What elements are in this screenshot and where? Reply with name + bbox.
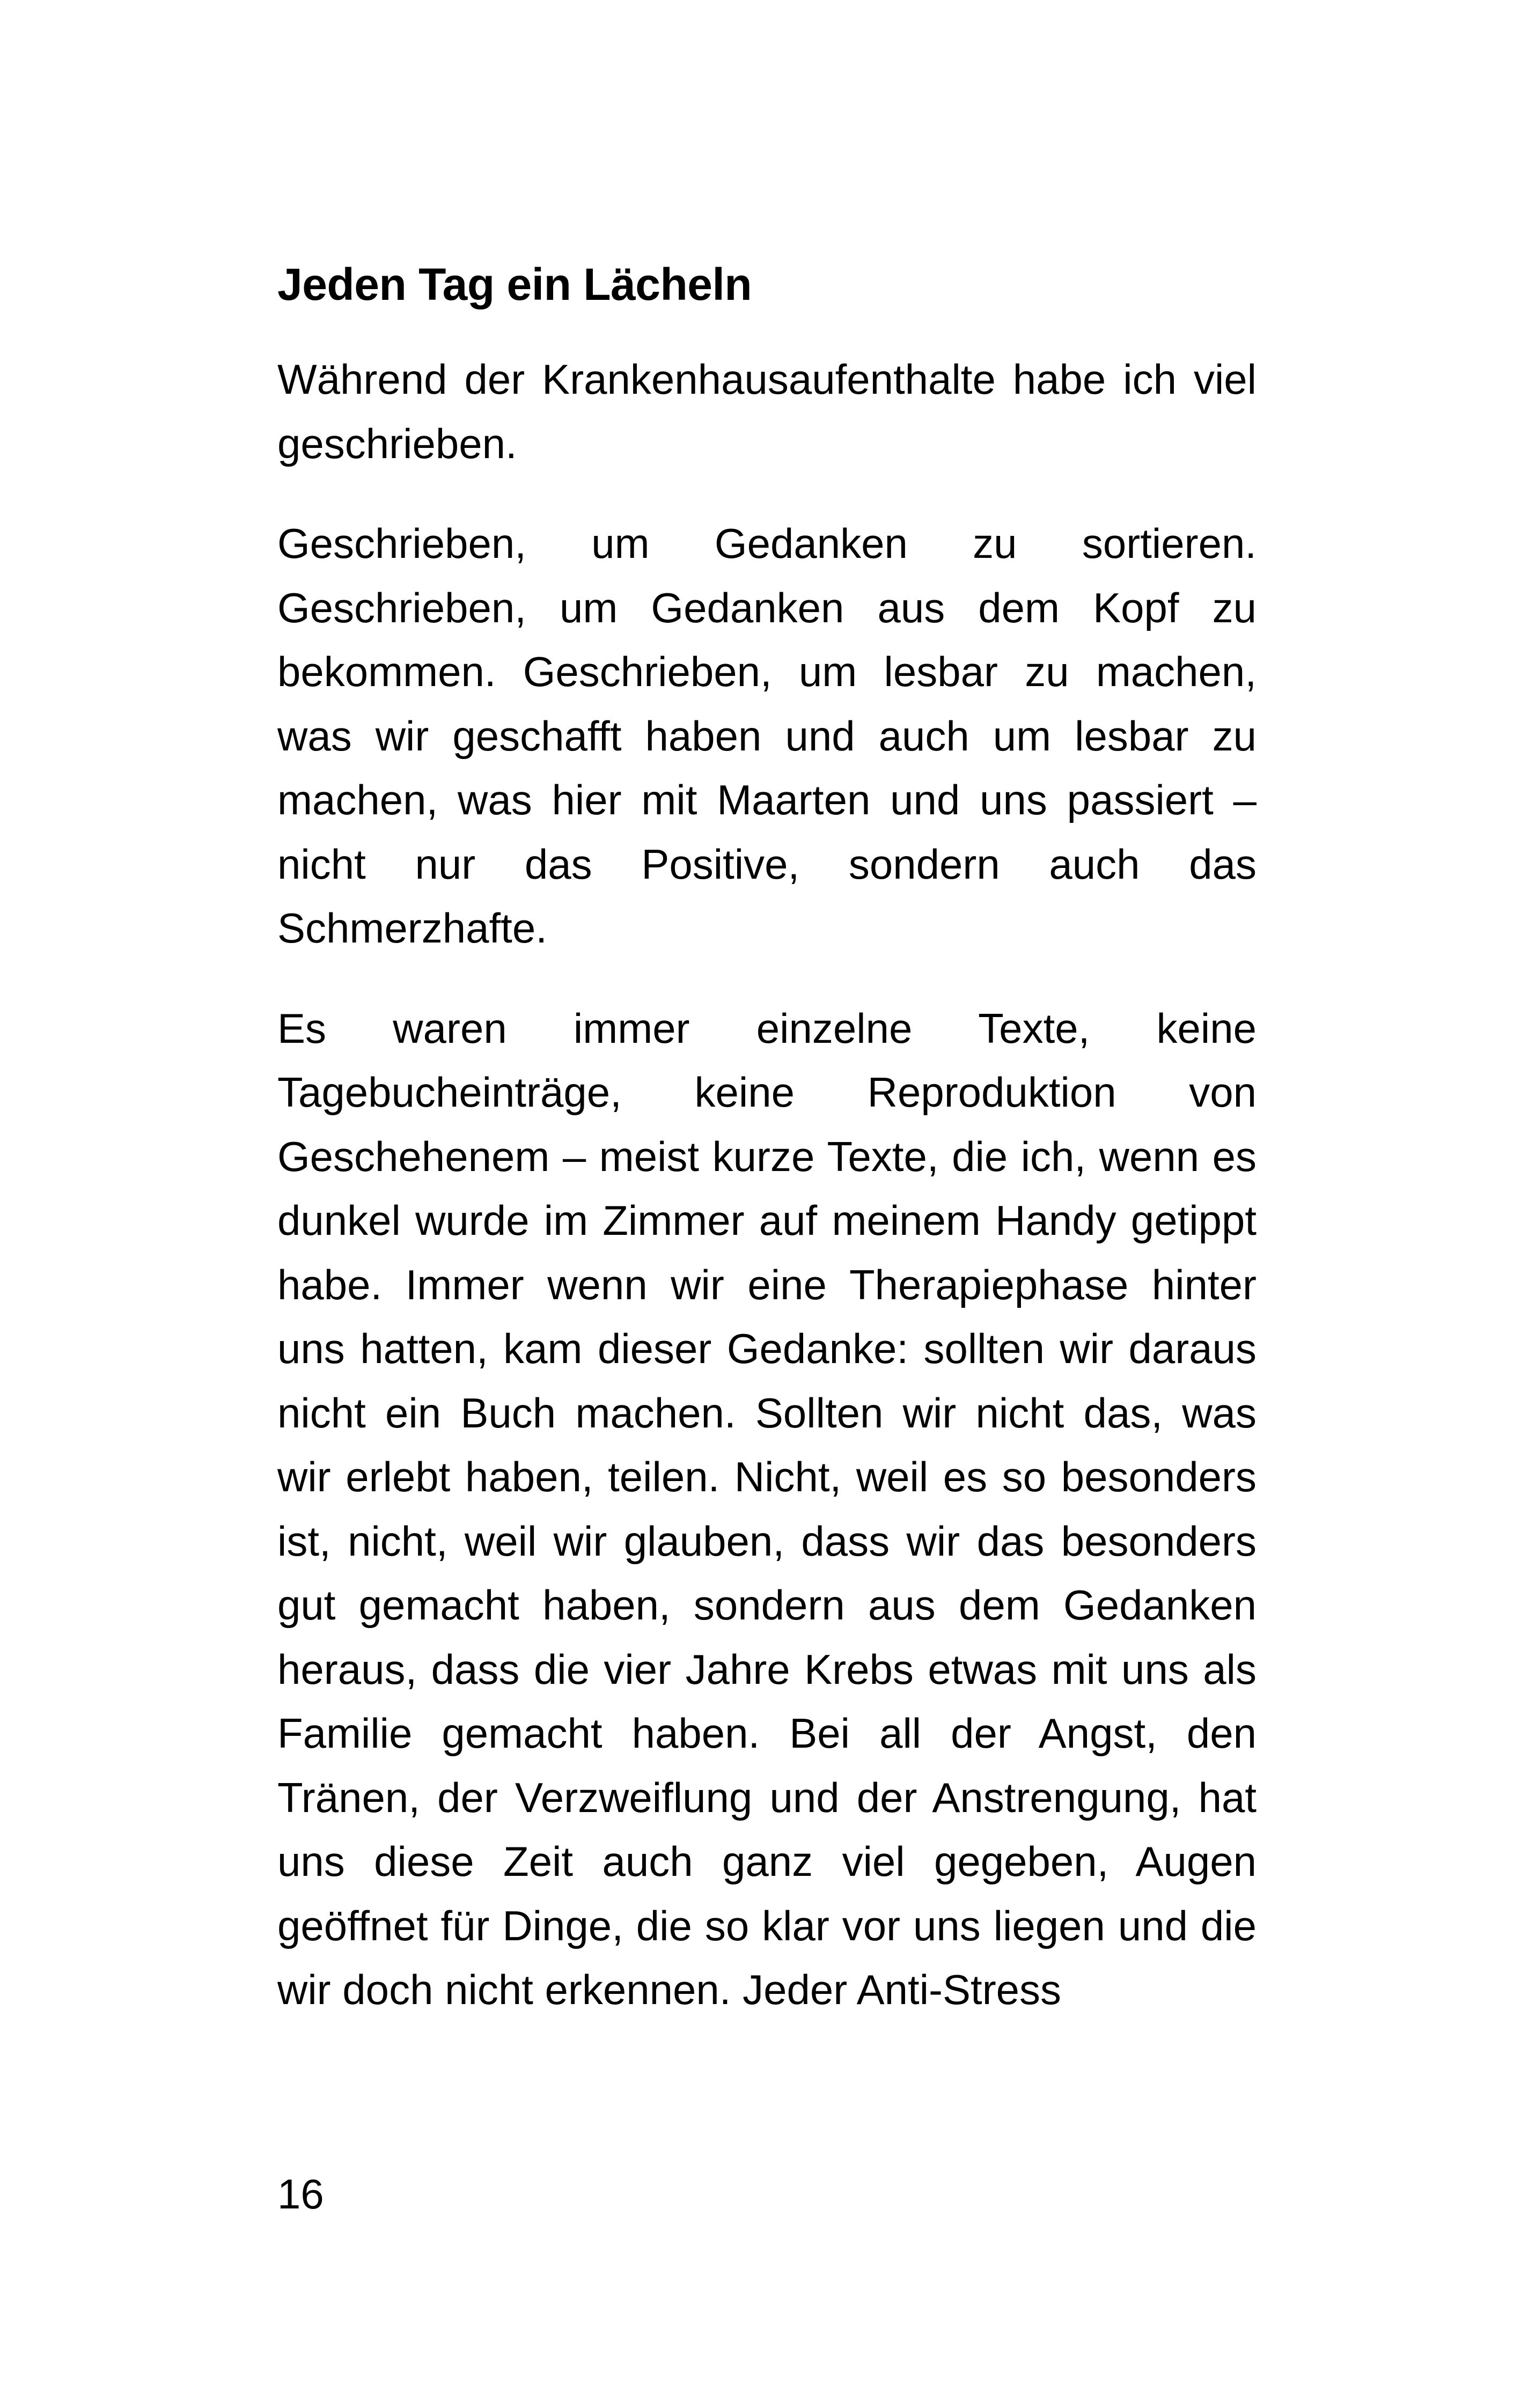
paragraph-3: Es waren immer einzelne Texte, keine Tagebucheinträge, keine Reproduktion von Geschehenem – meist kurze Texte, die ich, wenn es dunkel wurde im Zimmer auf meinem Handy getippt habe. Immer wenn wir eine Therapiephase hinter uns hatten, kam dieser Gedanke: sollten wir daraus nicht ein Buch machen. Sollten wir nicht das, was wir erlebt haben, teilen. Nicht, weil es so besonders ist, nicht, weil wir glauben, dass wir das besonders gut gemacht haben, sondern aus dem Gedanken heraus, dass die vier Jahre Krebs etwas mit uns als Familie gemacht haben. Bei all der Angst, den Tränen, der Verzweiflung und der Anstrengung, hat uns diese Zeit auch ganz viel gegeben, Augen geöffnet für Dinge, die so klar vor uns liegen und die wir doch nicht erkennen. Jeder Anti-Stress (277, 1004, 1257, 2013)
chapter-heading: Jeden Tag ein Lächeln (277, 259, 752, 310)
paragraph-1: Während der Krankenhausaufenthalte habe ich viel geschrieben. (277, 356, 1257, 467)
paragraph-2: Geschrieben, um Gedanken zu sortieren. Geschrieben, um Gedanken aus dem Kopf zu bekommen. Geschrieben, um lesbar zu machen, was wir geschafft haben und auch um lesbar zu machen, was hier mit Maarten und uns passiert – nicht nur das Positive, sondern auch das Schmerzhafte. (277, 520, 1257, 952)
page-content (277, 252, 1257, 2022)
page-number: 16 (277, 2170, 324, 2218)
